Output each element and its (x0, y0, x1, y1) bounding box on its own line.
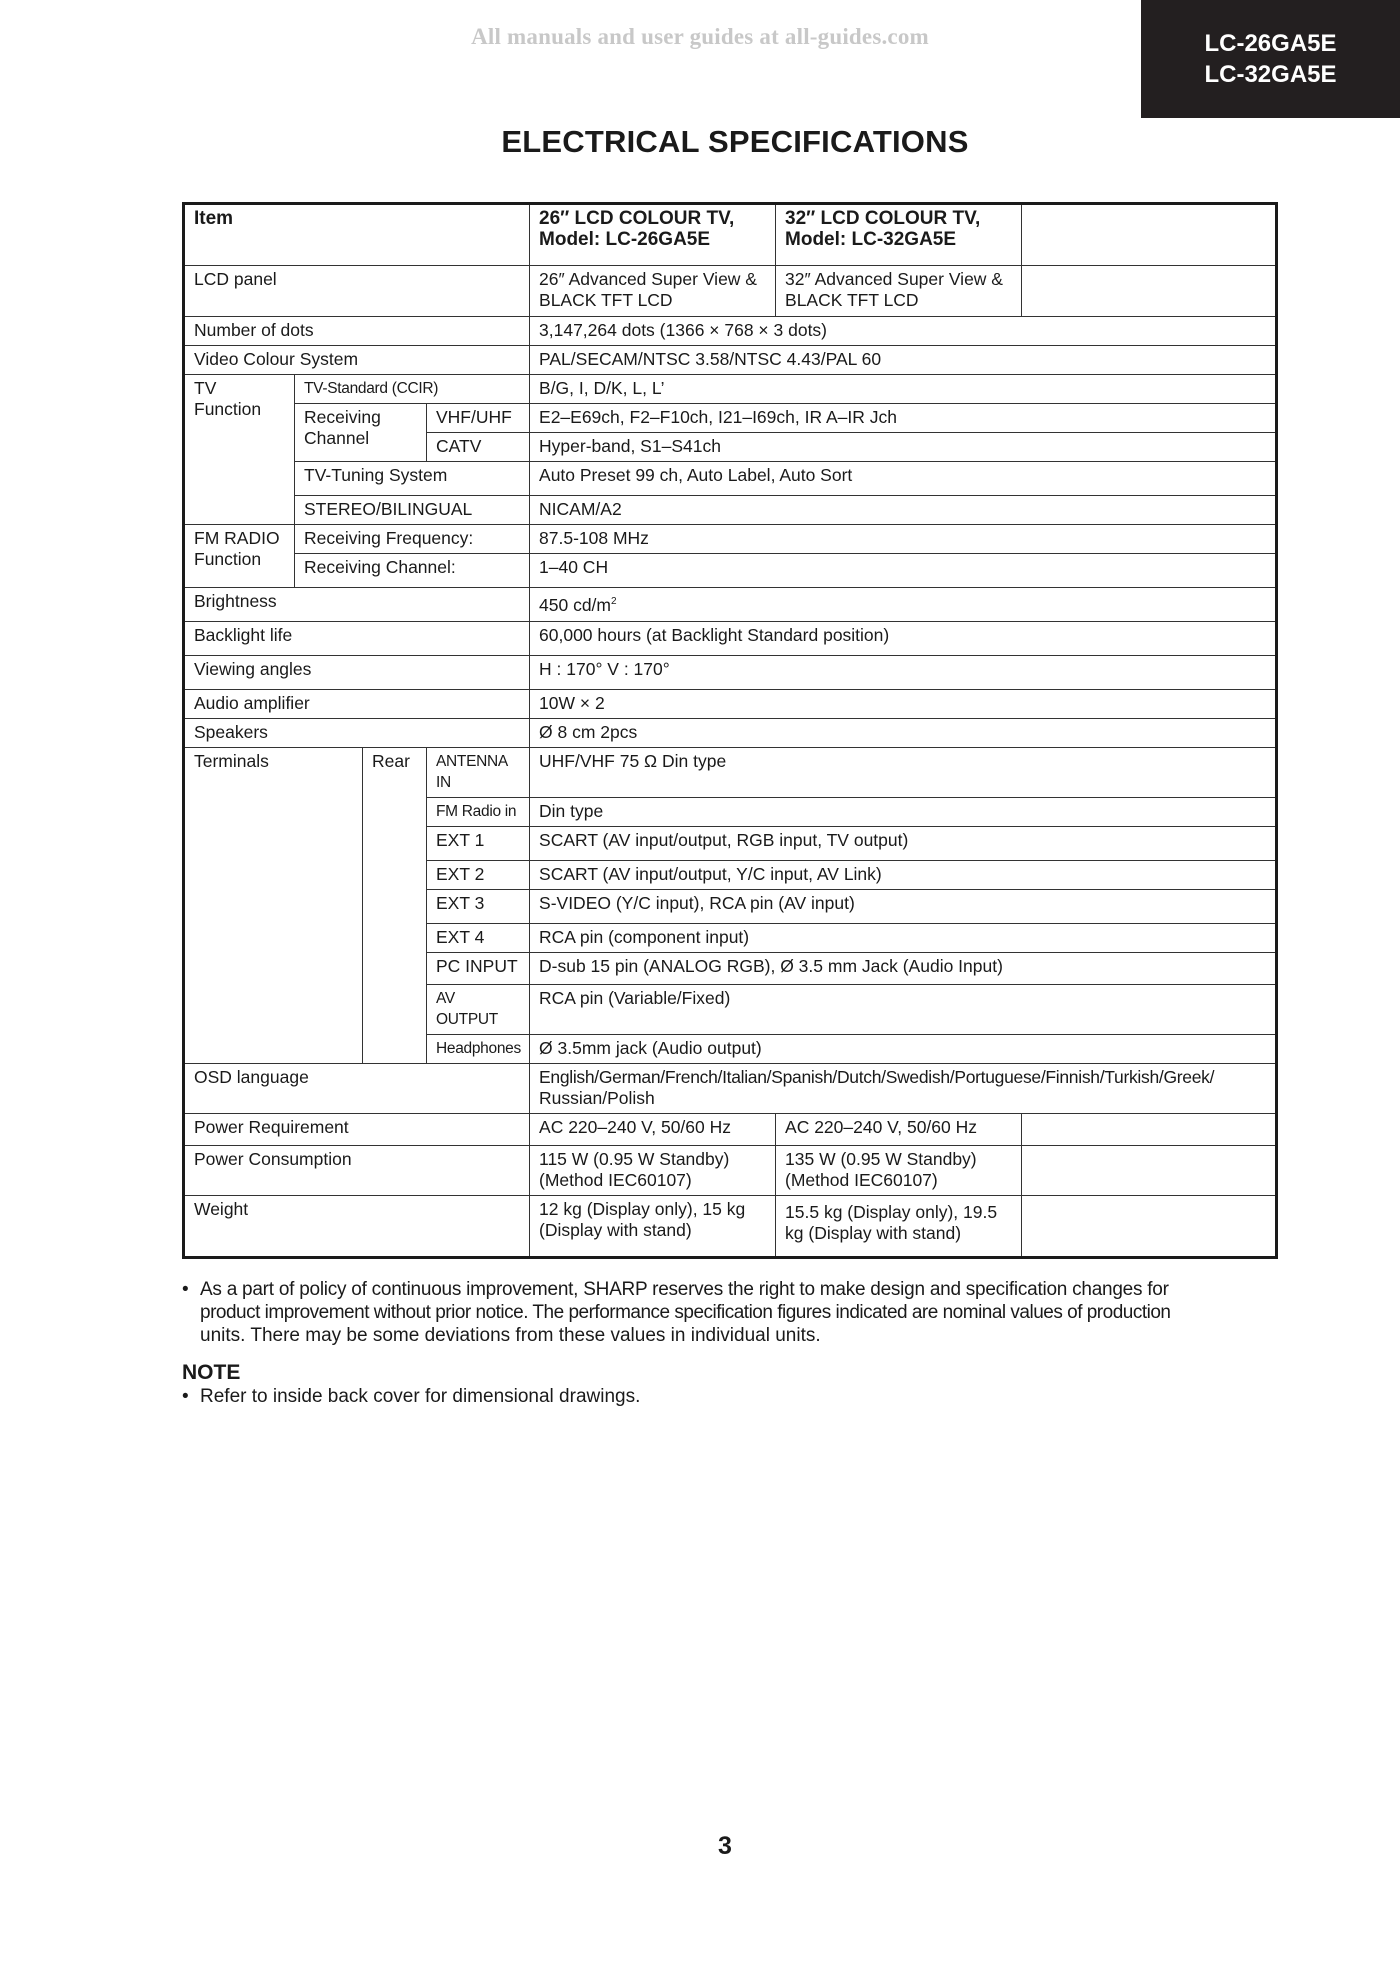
port-label-ext1: EXT 1 (427, 827, 530, 861)
port-label-antenna: ANTENNA IN (427, 748, 530, 798)
spec-table (182, 202, 1278, 1259)
row-label-fm-channel: Receiving Channel: (295, 554, 530, 588)
watermark-text: All manuals and user guides at all-guides.com (471, 24, 929, 49)
table-row (184, 748, 1277, 798)
weight-26 (530, 1196, 776, 1258)
table-header-row (184, 204, 1277, 266)
fm-radio-line2: Function (194, 549, 262, 569)
power-requirement-32: AC 220–240 V, 50/60 Hz (776, 1114, 1022, 1146)
row-value-fm-frequency: 87.5-108 MHz (530, 525, 1277, 554)
row-label-brightness: Brightness (184, 588, 530, 622)
row-value-brightness (530, 588, 1277, 622)
row-value-tv-standard: B/G, I, D/K, L, L’ (530, 375, 1277, 404)
row-label-vhf-uhf: VHF/UHF (427, 404, 530, 433)
port-value-ext1: SCART (AV input/output, RGB input, TV output) (530, 827, 1277, 861)
note-heading: NOTE (182, 1361, 241, 1384)
port-label-av-output: AV OUTPUT (427, 985, 530, 1035)
row-label-stereo: STEREO/BILINGUAL (295, 496, 530, 525)
table-row (184, 346, 1277, 375)
fm-radio-line1: FM RADIO (194, 528, 280, 548)
table-row (184, 317, 1277, 346)
policy-line3: units. There may be some deviations from these values in individual units. (200, 1325, 821, 1346)
row-label-terminals (184, 748, 363, 1064)
port-label-fm-radio: FM Radio in (427, 798, 530, 827)
bullet-dot: • (182, 1386, 189, 1407)
row-label-lcd-panel: LCD panel (184, 266, 530, 317)
lcd-panel-32-line2: BLACK TFT LCD (785, 290, 919, 310)
port-value-fm-radio: Din type (530, 798, 1277, 827)
row-label-tv-function (184, 375, 295, 525)
table-row (184, 1146, 1277, 1196)
row-label-power-consumption: Power Consumption (184, 1146, 530, 1196)
row-label-fm-radio (184, 525, 295, 588)
weight-32-line2: kg (Display with stand) (785, 1223, 962, 1243)
brightness-value: 450 cd/m (539, 594, 611, 615)
table-row (184, 404, 1277, 433)
note-bullet (182, 1385, 1275, 1408)
port-value-antenna: UHF/VHF 75 Ω Din type (530, 748, 1277, 798)
empty-cell (1022, 1114, 1277, 1146)
policy-line2: product improvement without prior notice. The performance specification figures indicated are nominal values of production (200, 1302, 1171, 1323)
lcd-panel-32 (776, 266, 1022, 317)
table-row (184, 462, 1277, 496)
bullet-dot: • (182, 1279, 189, 1300)
header-model-32 (776, 204, 1022, 266)
lcd-panel-26-line2: BLACK TFT LCD (539, 290, 673, 310)
table-row (184, 622, 1277, 656)
row-value-dots: 3,147,264 dots (1366 × 768 × 3 dots) (530, 317, 1277, 346)
lcd-panel-26 (530, 266, 776, 317)
port-value-headphones: Ø 3.5mm jack (Audio output) (530, 1035, 1277, 1064)
row-label-osd: OSD language (184, 1064, 530, 1114)
receiving-channel-line1: Receiving (304, 407, 381, 427)
row-label-viewing: Viewing angles (184, 656, 530, 690)
header-empty-cell (1022, 204, 1277, 266)
port-label-ext3: EXT 3 (427, 890, 530, 924)
row-label-tv-tuning: TV-Tuning System (295, 462, 530, 496)
page-number: 3 (718, 1832, 732, 1860)
table-row (184, 588, 1277, 622)
port-value-ext3: S-VIDEO (Y/C input), RCA pin (AV input) (530, 890, 1277, 924)
port-value-ext4: RCA pin (component input) (530, 924, 1277, 953)
row-value-tv-tuning: Auto Preset 99 ch, Auto Label, Auto Sort (530, 462, 1277, 496)
table-row (184, 496, 1277, 525)
row-label-video: Video Colour System (184, 346, 530, 375)
lcd-panel-26-line1: 26″ Advanced Super View & (539, 269, 757, 289)
policy-line1: As a part of policy of continuous improvement, SHARP reserves the right to make design and specification changes for (200, 1279, 1169, 1300)
row-value-backlight: 60,000 hours (at Backlight Standard position) (530, 622, 1277, 656)
tv-function-line1: TV (194, 378, 217, 398)
empty-cell (1022, 266, 1277, 317)
lcd-panel-32-line1: 32″ Advanced Super View & (785, 269, 1003, 289)
row-label-catv: CATV (427, 433, 530, 462)
table-row (184, 1196, 1277, 1258)
notes-section (182, 1278, 1275, 1408)
model-name-32: LC-32GA5E (1204, 61, 1337, 88)
empty-cell (1022, 1146, 1277, 1196)
power-consumption-32 (776, 1146, 1022, 1196)
power-requirement-26: AC 220–240 V, 50/60 Hz (530, 1114, 776, 1146)
row-label-fm-frequency: Receiving Frequency: (295, 525, 530, 554)
brightness-unit-superscript: 2 (611, 596, 617, 607)
row-value-viewing: H : 170° V : 170° (530, 656, 1277, 690)
port-value-ext2: SCART (AV input/output, Y/C input, AV Link) (530, 861, 1277, 890)
power-consumption-26-line2: (Method IEC60107) (539, 1170, 692, 1190)
receiving-channel-line2: Channel (304, 428, 370, 448)
row-value-osd (530, 1064, 1277, 1114)
row-label-backlight: Backlight life (184, 622, 530, 656)
row-value-vhf-uhf: E2–E69ch, F2–F10ch, I21–I69ch, IR A–IR Jch (530, 404, 1277, 433)
header-model-32-line1: 32″ LCD COLOUR TV, (785, 208, 981, 229)
power-consumption-32-line1: 135 W (0.95 W Standby) (785, 1149, 977, 1169)
header-model-26 (530, 204, 776, 266)
empty-cell (1022, 1196, 1277, 1258)
row-value-fm-channel: 1–40 CH (530, 554, 1277, 588)
table-row (184, 1064, 1277, 1114)
table-row (184, 525, 1277, 554)
row-label-dots: Number of dots (184, 317, 530, 346)
terminals-label: Terminals (194, 751, 269, 771)
row-value-catv: Hyper-band, S1–S41ch (530, 433, 1277, 462)
table-row (184, 554, 1277, 588)
port-value-av-output: RCA pin (Variable/Fixed) (530, 985, 1277, 1035)
power-consumption-32-line2: (Method IEC60107) (785, 1170, 938, 1190)
row-value-audio: 10W × 2 (530, 690, 1277, 719)
header-model-32-line2: Model: LC-32GA5E (785, 229, 957, 250)
table-row (184, 719, 1277, 748)
row-label-tv-standard: TV-Standard (CCIR) (295, 375, 530, 404)
power-consumption-26 (530, 1146, 776, 1196)
tv-function-line2: Function (194, 399, 262, 419)
table-row (184, 656, 1277, 690)
row-value-speakers: Ø 8 cm 2pcs (530, 719, 1277, 748)
port-label-headphones: Headphones (427, 1035, 530, 1064)
row-value-video: PAL/SECAM/NTSC 3.58/NTSC 4.43/PAL 60 (530, 346, 1277, 375)
policy-text (200, 1278, 1170, 1347)
table-row (184, 266, 1277, 317)
policy-bullet (182, 1278, 1275, 1347)
osd-value-line2: Russian/Polish (539, 1088, 655, 1108)
port-label-ext2: EXT 2 (427, 861, 530, 890)
row-label-speakers: Speakers (184, 719, 530, 748)
model-header-box (1141, 0, 1400, 118)
table-row (184, 375, 1277, 404)
header-model-26-line2: Model: LC-26GA5E (539, 229, 711, 250)
port-label-pc-input: PC INPUT (427, 953, 530, 985)
weight-26-line1: 12 kg (Display only), 15 kg (539, 1199, 746, 1219)
weight-32 (776, 1196, 1022, 1258)
row-label-power-requirement: Power Requirement (184, 1114, 530, 1146)
table-row (184, 1114, 1277, 1146)
row-label-receiving-channel (295, 404, 427, 462)
header-item: Item (184, 204, 530, 266)
row-value-stereo: NICAM/A2 (530, 496, 1277, 525)
port-label-ext4: EXT 4 (427, 924, 530, 953)
model-name-26: LC-26GA5E (1204, 30, 1337, 57)
weight-32-line1: 15.5 kg (Display only), 19.5 (785, 1202, 998, 1222)
header-model-26-line1: 26″ LCD COLOUR TV, (539, 208, 735, 229)
page-title: ELECTRICAL SPECIFICATIONS (501, 124, 969, 159)
row-label-rear: Rear (363, 748, 427, 1064)
weight-26-line2: (Display with stand) (539, 1220, 692, 1240)
osd-value-line1: English/German/French/Italian/Spanish/Dutch/Swedish/Portuguese/Finnish/Turkish/Greek/ (539, 1067, 1215, 1087)
table-row (184, 690, 1277, 719)
note-text: Refer to inside back cover for dimensional drawings. (200, 1386, 641, 1407)
power-consumption-26-line1: 115 W (0.95 W Standby) (539, 1149, 730, 1169)
row-label-audio: Audio amplifier (184, 690, 530, 719)
port-value-pc-input: D-sub 15 pin (ANALOG RGB), Ø 3.5 mm Jack (Audio Input) (530, 953, 1277, 985)
row-label-weight: Weight (184, 1196, 530, 1258)
